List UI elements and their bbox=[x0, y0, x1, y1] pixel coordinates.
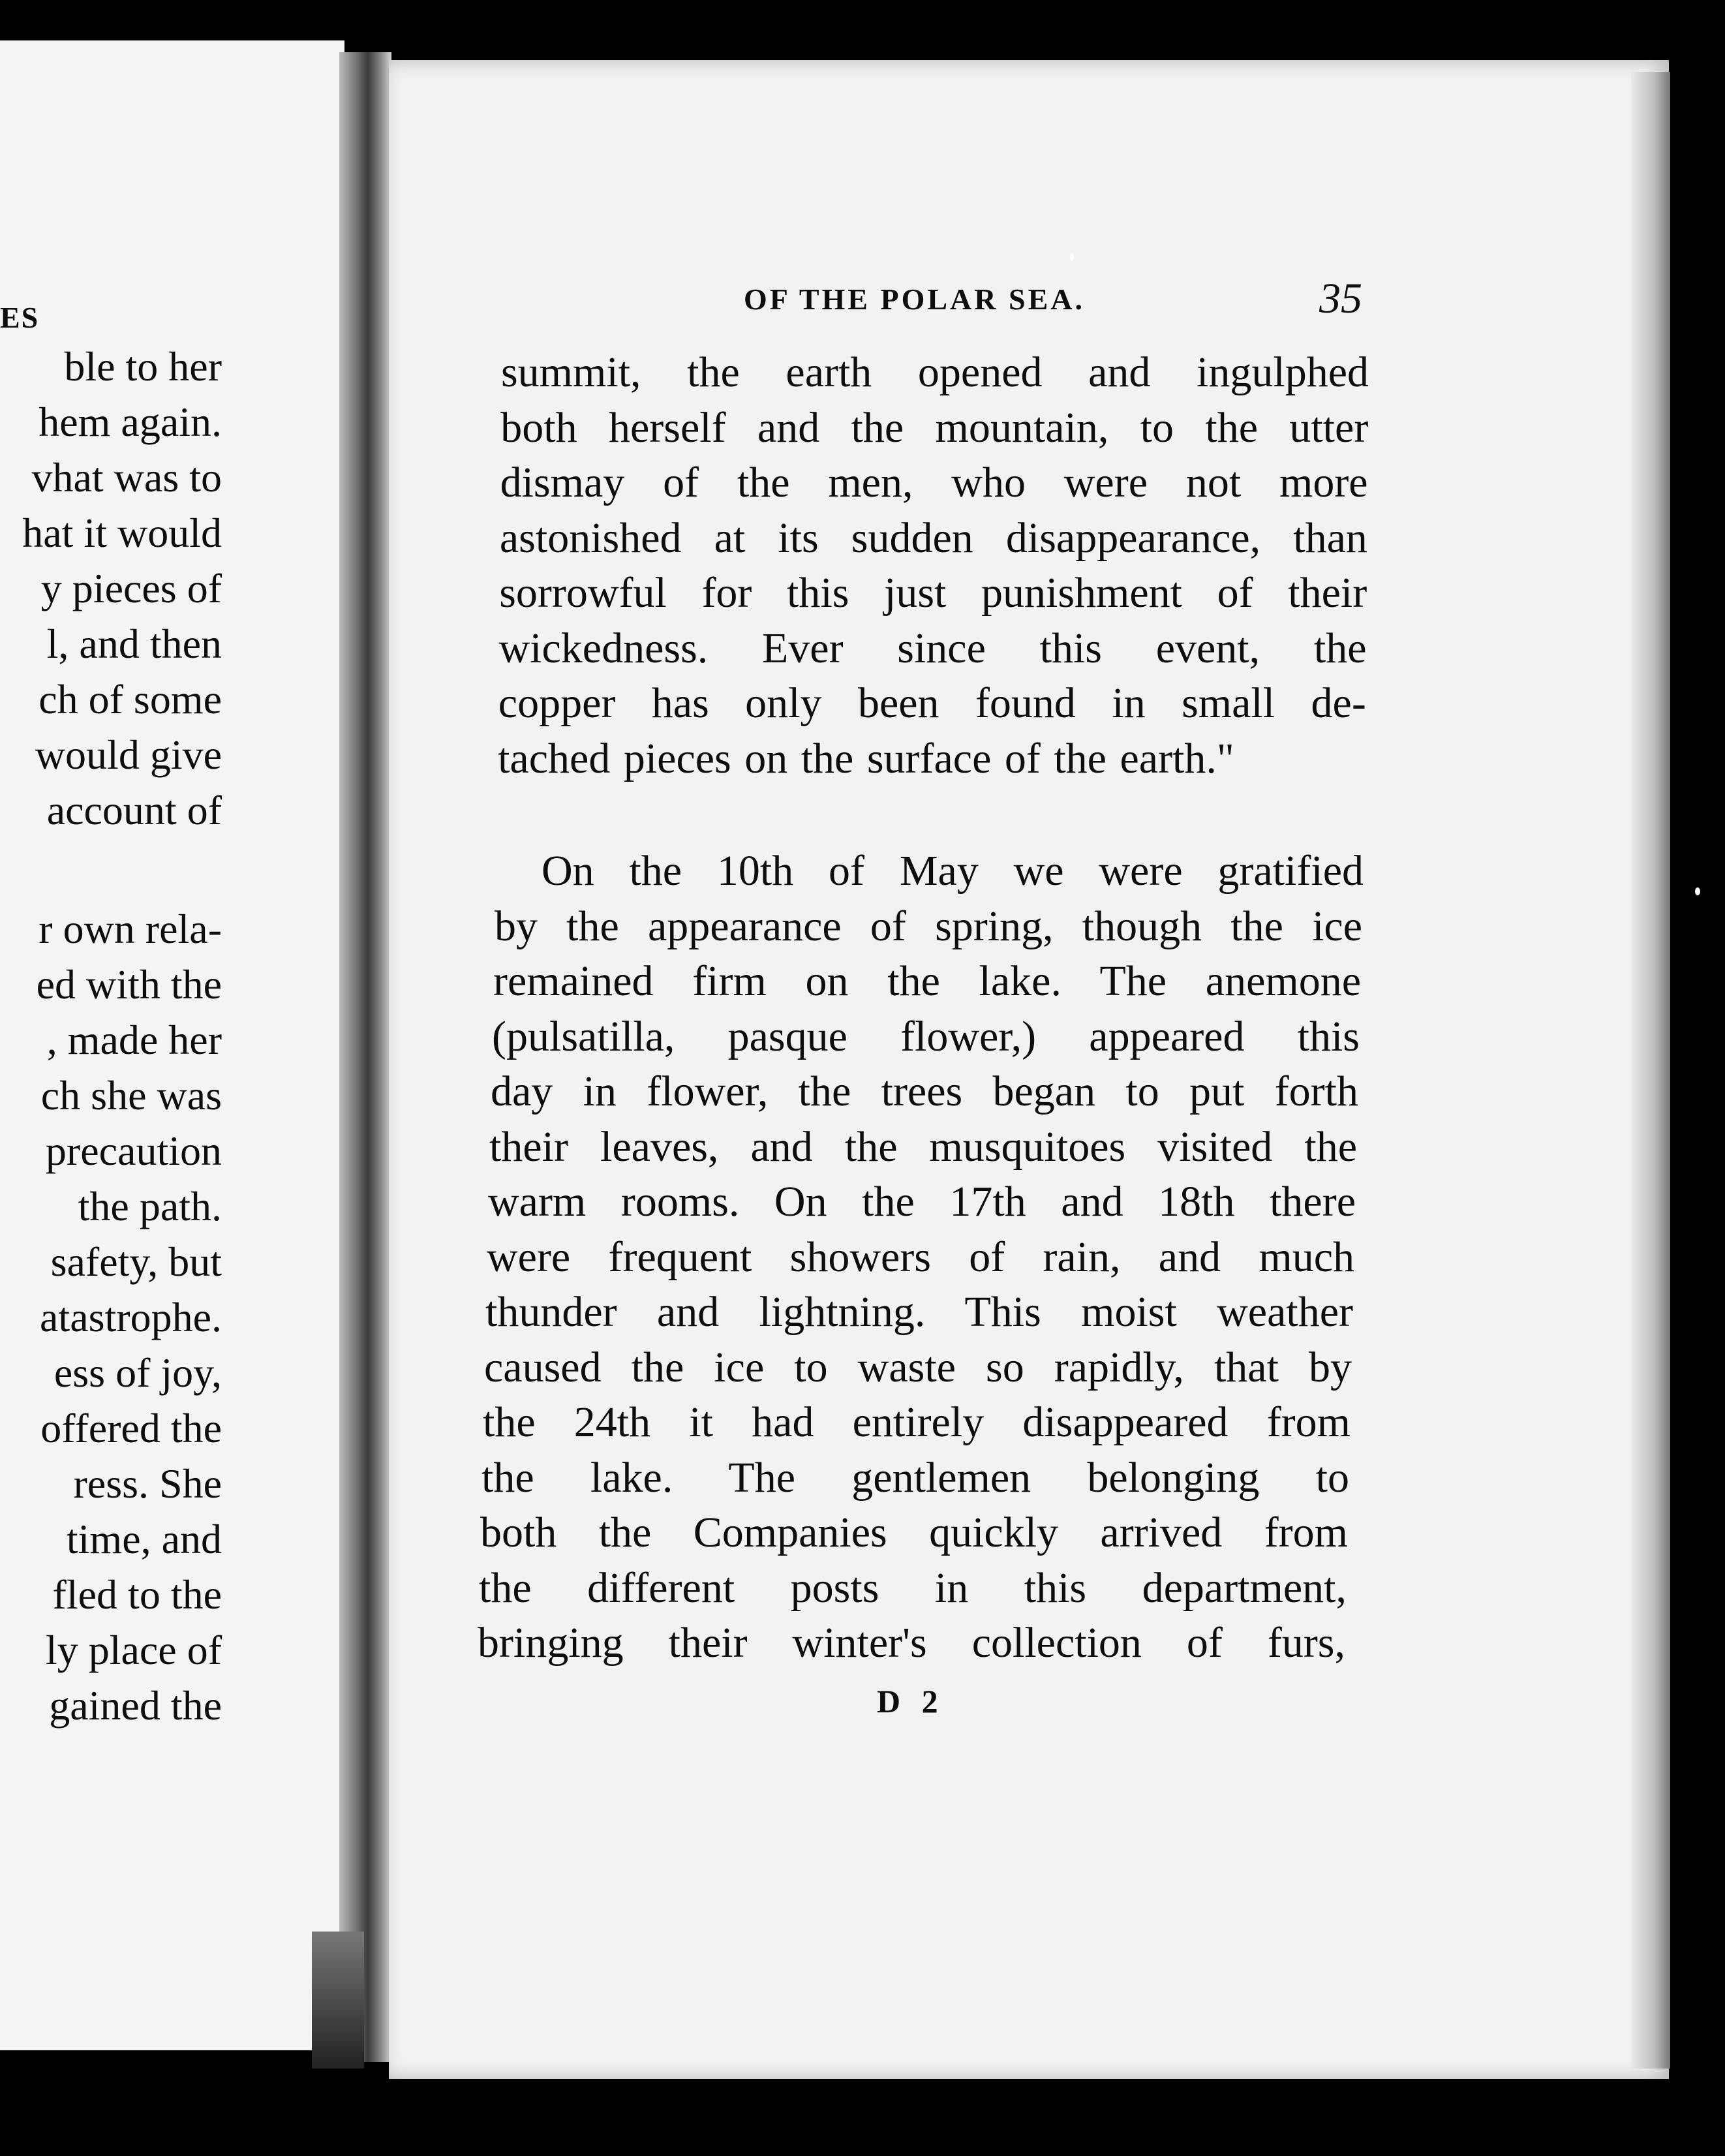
left-page-text bbox=[0, 40, 344, 2050]
paragraph_1-line: astonished at its sudden disappearance, than bbox=[499, 514, 1367, 562]
paragraph_2-line: warm rooms. On the 17th and 18th there bbox=[488, 1178, 1356, 1225]
left-page-line: account of bbox=[46, 787, 222, 833]
signature-mark: D 2 bbox=[877, 1683, 945, 1719]
paragraph_2-line: by the appearance of spring, though the ice bbox=[495, 902, 1362, 950]
left-page-line: , made her bbox=[46, 1017, 222, 1063]
gutter-shadow bbox=[312, 1932, 364, 2069]
left-page-line: safety, but bbox=[50, 1239, 222, 1285]
left-page-line: r own rela- bbox=[38, 906, 222, 952]
left-page-line: gained the bbox=[49, 1682, 222, 1729]
left-page-line: hat it would bbox=[22, 510, 222, 556]
paragraph_2-line: On the 10th of May we were gratified bbox=[542, 847, 1364, 895]
page-number: 35 bbox=[1319, 275, 1362, 322]
left-page-line: fled to the bbox=[52, 1571, 222, 1618]
paragraph_1-line: copper has only been found in small de- bbox=[498, 679, 1366, 727]
left-page-line: would give bbox=[35, 732, 222, 778]
paragraph_2-line: the 24th it had entirely disappeared from bbox=[483, 1398, 1351, 1446]
left-page-line: vhat was to bbox=[31, 454, 222, 501]
paragraph_2-line: were frequent showers of rain, and much bbox=[487, 1233, 1354, 1281]
paragraph_2-line: both the Companies quickly arrived from bbox=[480, 1509, 1348, 1556]
paragraph_2-line: their leaves, and the musquitoes visited the bbox=[489, 1122, 1357, 1171]
left-page-line: ch she was bbox=[40, 1072, 222, 1118]
paragraph_1-line: summit, the earth opened and ingulphed bbox=[501, 348, 1369, 396]
left-running-head-fragment: ES bbox=[0, 301, 40, 334]
paragraph_1-line: sorrowful for this just punishment of their bbox=[499, 569, 1367, 617]
left-page-line: hem again. bbox=[38, 399, 222, 445]
left-page-line: ly place of bbox=[45, 1627, 222, 1673]
left-page-line: atastrophe. bbox=[40, 1294, 222, 1340]
running-head: OF THE POLAR SEA. bbox=[744, 283, 1085, 316]
paragraph_2-line: day in flower, the trees began to put forth bbox=[491, 1068, 1358, 1115]
book-gutter bbox=[339, 52, 391, 2062]
left-page-line: ess of joy, bbox=[53, 1349, 222, 1396]
paragraph_2-line: remained firm on the lake. The anemone bbox=[493, 957, 1361, 1005]
left-page-line: ress. She bbox=[73, 1460, 222, 1507]
page-edge-shadow bbox=[1631, 72, 1670, 2069]
dust-speck bbox=[1695, 887, 1700, 895]
left-page-line: precaution bbox=[45, 1128, 222, 1174]
paragraph_2-line: (pulsatilla, pasque flower,) appeared this bbox=[492, 1012, 1360, 1060]
paragraph_1-line: wickedness. Ever since this event, the bbox=[498, 624, 1367, 672]
dust-speck bbox=[1070, 253, 1074, 261]
paragraph_2-line: the lake. The gentlemen belonging to bbox=[481, 1453, 1349, 1502]
left-page-line: ed with the bbox=[36, 961, 222, 1008]
paragraph_2-line: caused the ice to waste so rapidly, that by bbox=[484, 1343, 1352, 1391]
left-page-fragment bbox=[0, 40, 344, 2050]
left-page-line: offered the bbox=[40, 1405, 222, 1451]
left-page-line: l, and then bbox=[46, 621, 222, 667]
paragraph_2-line: thunder and lightning. This moist weather bbox=[485, 1288, 1353, 1336]
paragraph_1-line: both herself and the mountain, to the utter bbox=[500, 403, 1369, 452]
paragraph_1-line: dismay of the men, who were not more bbox=[500, 459, 1368, 506]
left-page-line: ble to her bbox=[64, 343, 222, 390]
left-page-line: y pieces of bbox=[40, 565, 222, 611]
left-page-line: ch of some bbox=[38, 676, 222, 722]
paragraph_2-line: bringing their winter's collection of furs, bbox=[478, 1619, 1345, 1667]
left-page-line: time, and bbox=[66, 1516, 222, 1562]
left-page-line: the path. bbox=[78, 1183, 222, 1229]
paragraph_1-line: tached pieces on the surface of the earth." bbox=[498, 734, 1234, 782]
paragraph_2-line: the different posts in this department, bbox=[479, 1563, 1347, 1612]
